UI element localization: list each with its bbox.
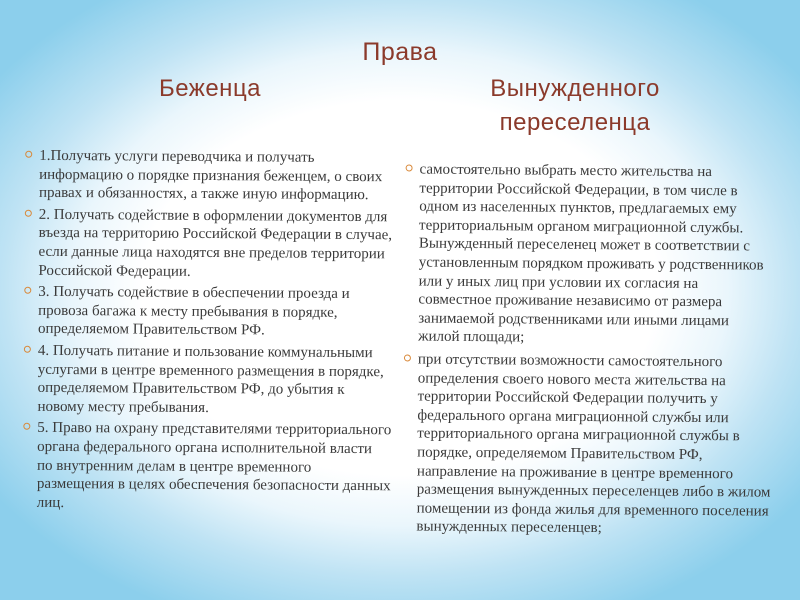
bullet-icon (404, 354, 411, 361)
bullet-icon (25, 151, 32, 158)
displaced-right-text: самостоятельно выбрать место жительства на территории Российской Федерации, в том числе в одном из населенных пунктов, предлагаемых ему территориальным органом миграционной службы. Вынужденный переселенец может в соответствии с установленным порядком проживать у родственников или у иных лиц при условии их согласия на совместное проживание независимо от размера занимаемой родственниками или иными лицами жилой площади; (418, 161, 764, 346)
bullet-icon (23, 423, 30, 430)
refugee-right-item (20, 283, 392, 341)
refugee-right-text: 2. Получать содействие в оформлении документов для въезда на территорию Российской Федерации в случае, если данные лица находятся вне пределов территории Российской Федерации. (38, 206, 393, 280)
displaced-right-text: при отсутствии возможности самостоятельного определения своего нового места жительства на территории Российской Федерации получить у федерального органа миграционной службы или территориального органа миграционной службы в порядке, определяемом Правительством РФ, направление на проживание в центре временного размещения вынужденных переселенцев либо в жилом помещении из фонда жилья для временного поселения вынужденных переселенцев; (416, 351, 771, 537)
displaced-right-item (398, 350, 772, 539)
displaced-heading-line2: переселенца (499, 109, 651, 136)
displaced-heading-line1: Вынужденного (490, 75, 660, 102)
refugee-right-text: 3. Получать содействие в обеспечении проезда и провоза багажа к месту пребывания в порядке, определяемом Правительством РФ. (37, 283, 350, 339)
displaced-heading (455, 72, 695, 140)
displaced-rights-list (398, 160, 773, 543)
displaced-right-item (400, 160, 774, 349)
refugee-rights-list (19, 147, 394, 518)
bullet-icon (24, 287, 31, 294)
slide-title: Права (362, 38, 438, 66)
refugee-right-text: 1.Получать услуги переводчика и получать информацию о порядке признания беженцем, о своих правах и обязанностях, а также иную информацию. (38, 147, 383, 204)
refugee-right-item (19, 342, 392, 419)
refugee-right-item (21, 147, 393, 205)
refugee-heading: Беженца (158, 75, 262, 102)
bullet-icon (24, 346, 31, 353)
refugee-right-text: 4. Получать питание и пользование коммунальными услугами в центре временного размещения в порядке, определяемом Правительством РФ, до убытия к новому месту пребывания. (37, 342, 384, 416)
refugee-right-text: 5. Право на охрану представителями территориального органа федерального органа исполнительной власти по внутренним делам в центре временного размещения в целях обеспечения безопасности данных лиц. (36, 420, 392, 511)
refugee-right-item (19, 419, 392, 515)
bullet-icon (25, 210, 32, 217)
refugee-right-item (20, 205, 393, 282)
bullet-icon (406, 164, 413, 171)
